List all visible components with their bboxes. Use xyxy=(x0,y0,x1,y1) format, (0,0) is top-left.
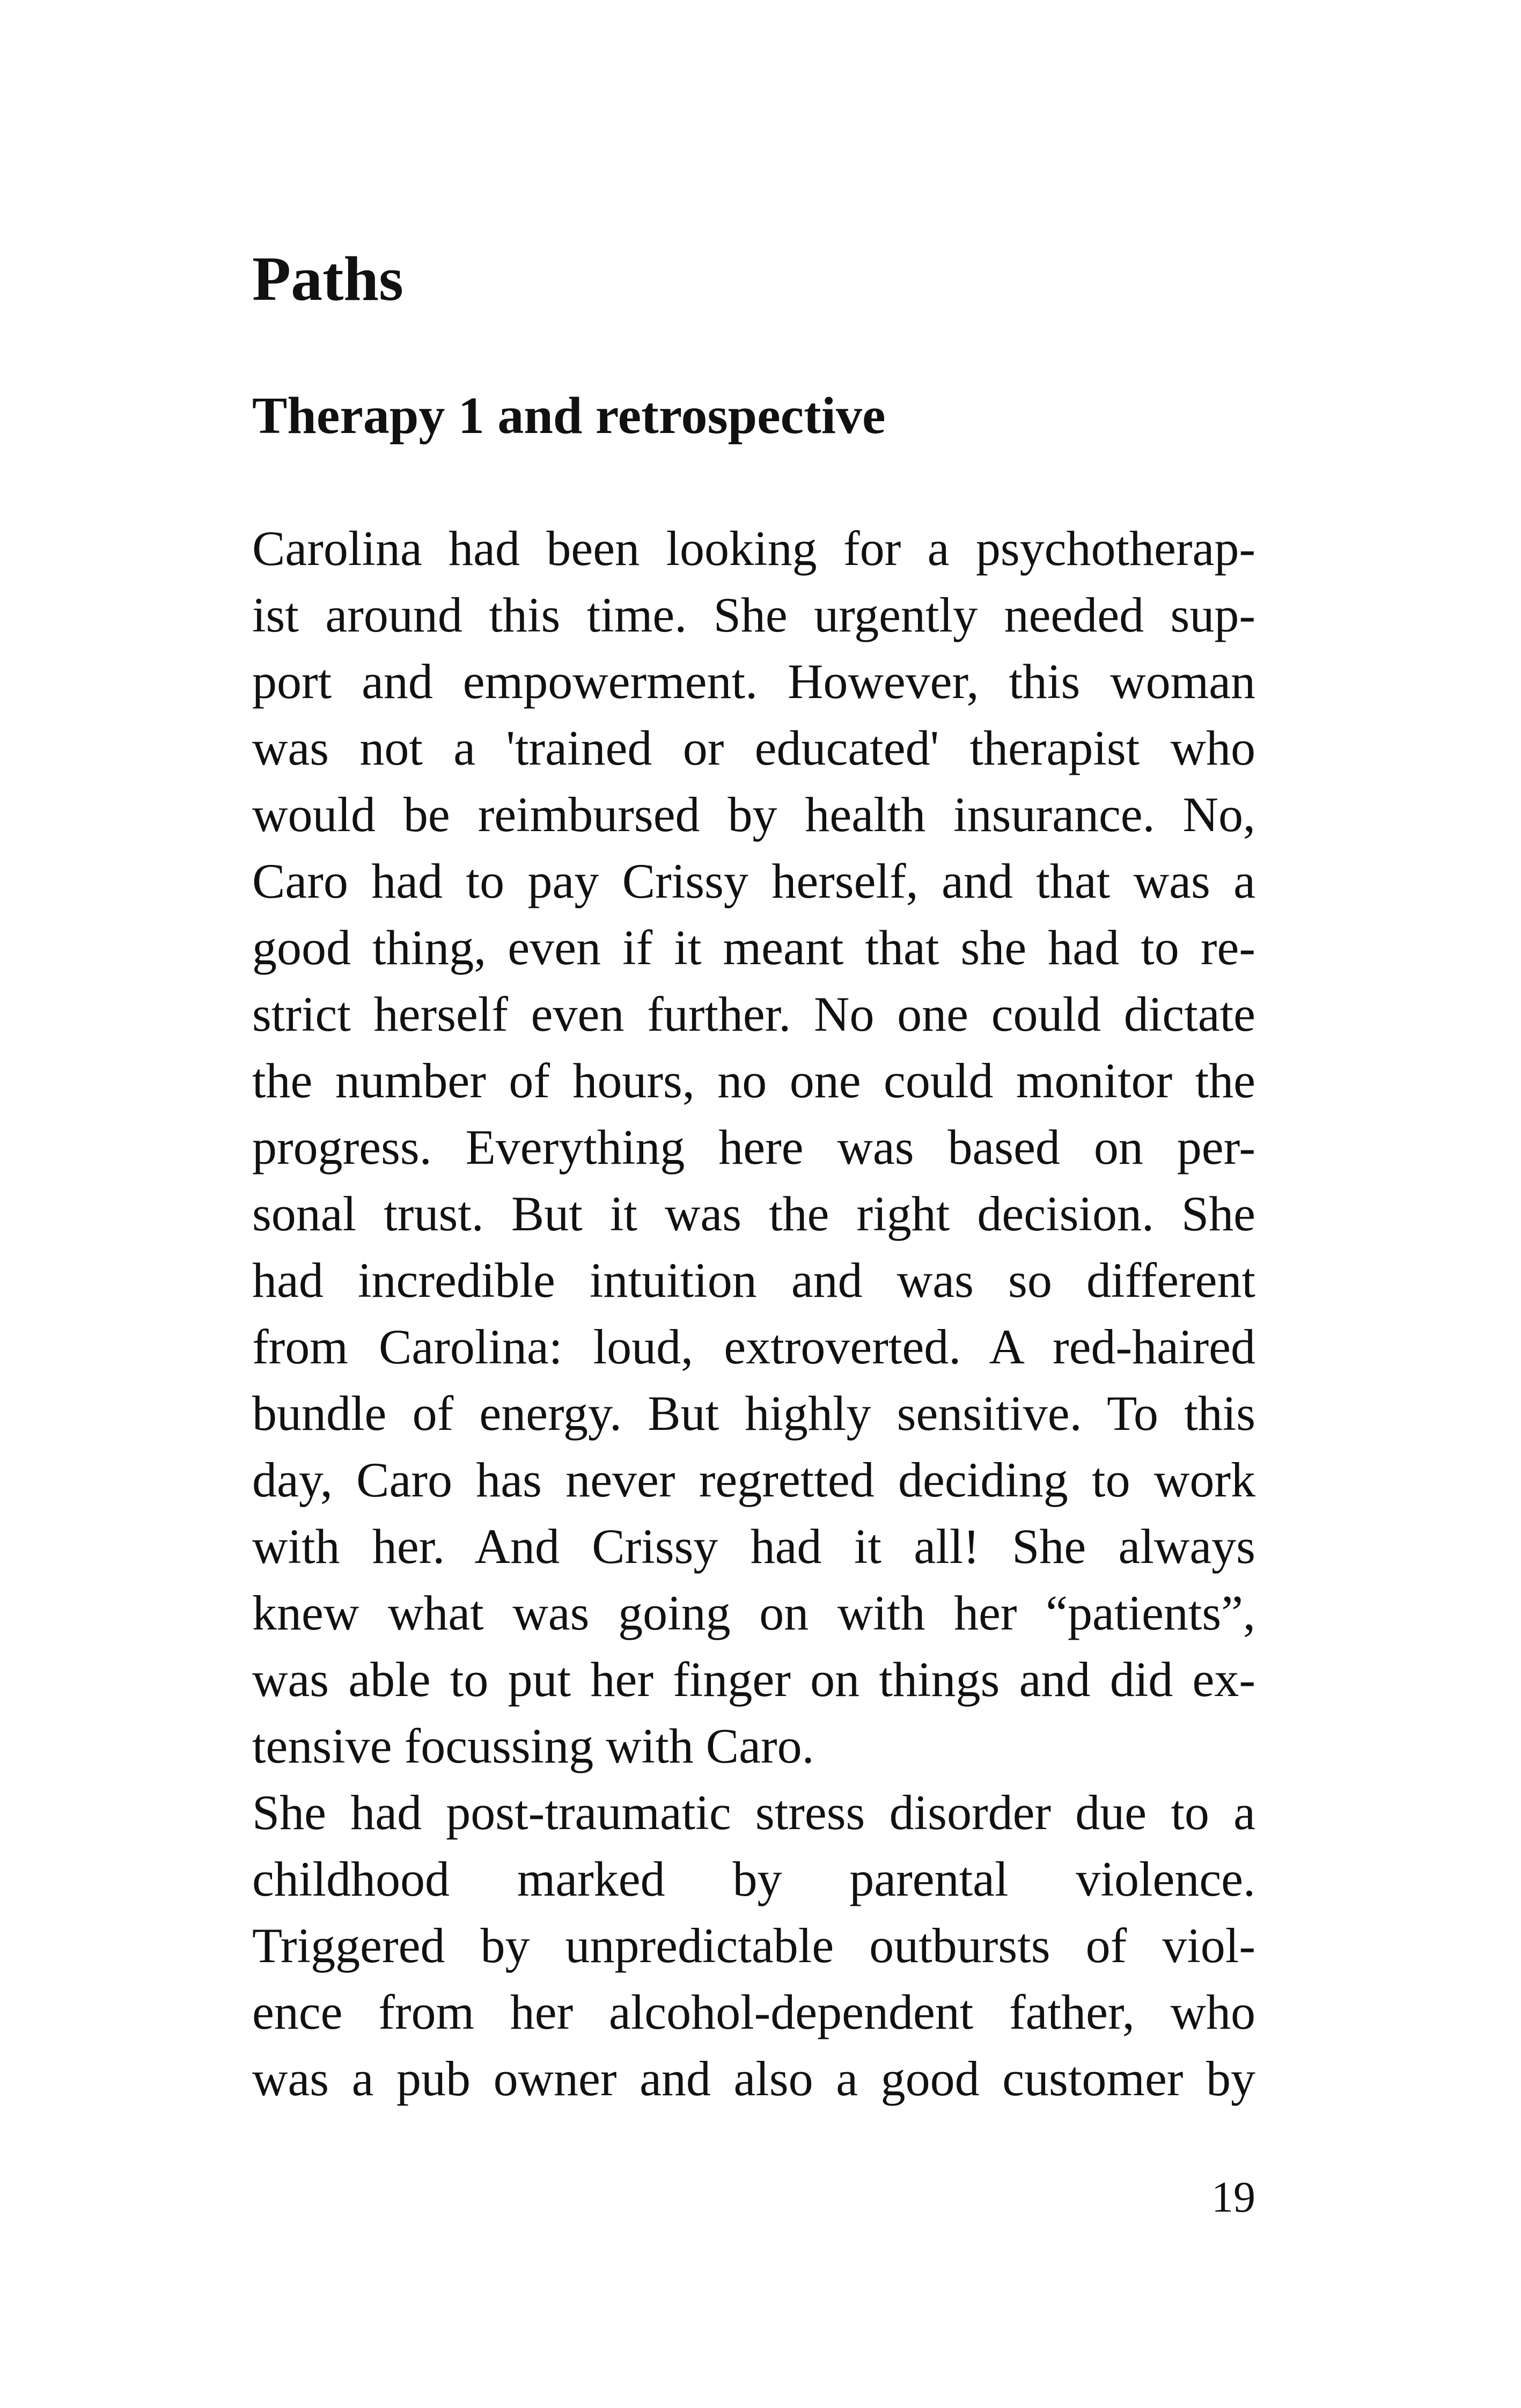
text-line: She had post-traumatic stress disorder due to a xyxy=(252,1785,1255,1840)
text-line: was a pub owner and also a good customer by xyxy=(252,2051,1255,2106)
text-line: ence from her alcohol-dependent father, who xyxy=(252,1985,1255,2039)
text-line: strict herself even further. No one could dictate xyxy=(252,987,1255,1041)
section-title: Therapy 1 and retrospective xyxy=(252,387,886,445)
text-line: bundle of energy. But highly sensitive. To this xyxy=(252,1386,1255,1441)
text-line: Carolina had been looking for a psychotherap- xyxy=(252,521,1255,576)
text-line: was not a 'trained or educated' therapist who xyxy=(252,721,1255,775)
text-line: ist around this time. She urgently needed sup- xyxy=(252,588,1255,642)
text-line: would be reimbursed by health insurance. No, xyxy=(252,787,1255,842)
text-line: had incredible intuition and was so different xyxy=(252,1253,1255,1308)
text-line: port and empowerment. However, this woman xyxy=(252,654,1255,709)
text-line: was able to put her finger on things and did ex- xyxy=(252,1652,1255,1707)
text-line: Triggered by unpredictable outbursts of viol- xyxy=(252,1918,1255,1973)
text-line: day, Caro has never regretted deciding to work xyxy=(252,1452,1255,1507)
text-line: childhood marked by parental violence. xyxy=(252,1852,1255,1906)
text-line: good thing, even if it meant that she had to re- xyxy=(252,920,1255,975)
text-line: Caro had to pay Crissy herself, and that was a xyxy=(252,854,1255,908)
text-line: the number of hours, no one could monitor the xyxy=(252,1053,1255,1108)
text-line: from Carolina: loud, extroverted. A red-haired xyxy=(252,1319,1255,1374)
text-line: tensive focussing with Caro. xyxy=(252,1719,814,1773)
text-line: with her. And Crissy had it all! She always xyxy=(252,1519,1255,1574)
page-number: 19 xyxy=(1211,2172,1255,2221)
text-line: progress. Everything here was based on per- xyxy=(252,1120,1255,1174)
body-text xyxy=(252,515,1255,2112)
text-line: knew what was going on with her “patients”, xyxy=(252,1585,1255,1640)
chapter-title: Paths xyxy=(252,244,403,314)
text-line: sonal trust. But it was the right decision. She xyxy=(252,1186,1255,1241)
